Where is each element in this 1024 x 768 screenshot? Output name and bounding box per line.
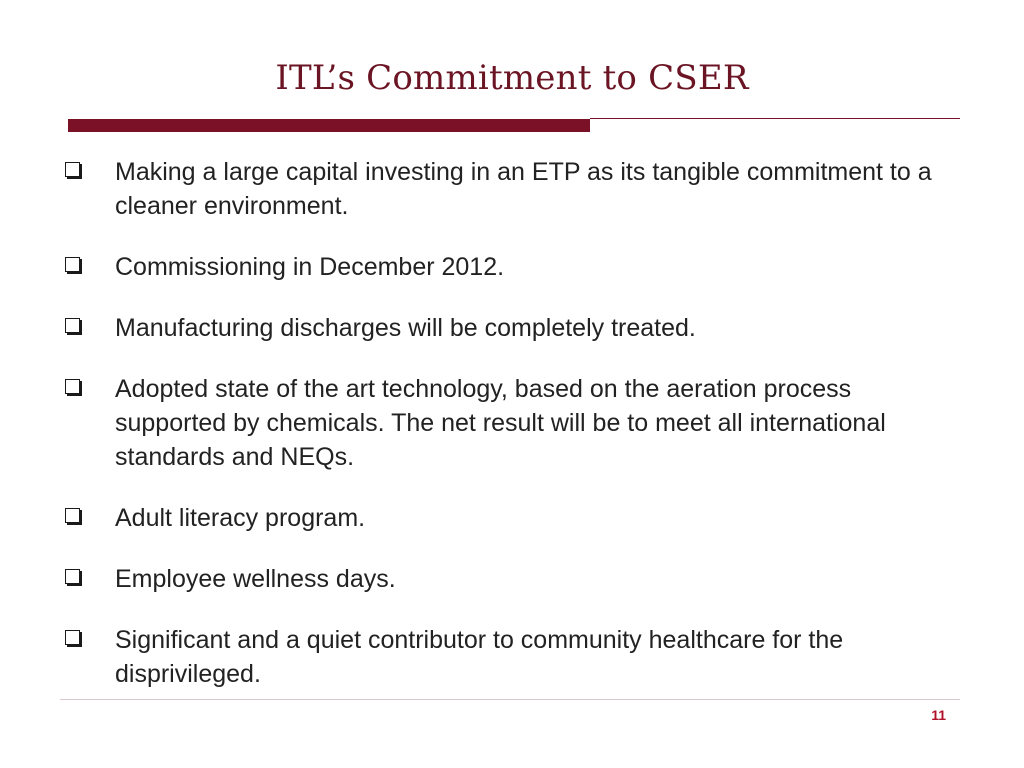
bullet-item: [60, 311, 960, 345]
bullet-text: Manufacturing discharges will be completely treated.: [115, 314, 696, 342]
checkbox-icon: [65, 630, 80, 645]
bullet-text: Commissioning in December 2012.: [115, 253, 505, 281]
slide-title: ITL’s Commitment to CSER: [275, 58, 749, 98]
checkbox-icon: [65, 162, 80, 177]
bullet-item: [60, 250, 960, 284]
checkbox-icon: [65, 508, 80, 523]
bullet-text: Adult literacy program.: [115, 504, 366, 532]
checkbox-icon: [65, 257, 80, 272]
bullet-item: [60, 623, 960, 691]
bullet-item: [60, 562, 960, 596]
checkbox-icon: [65, 569, 80, 584]
page-number: 11: [931, 707, 946, 723]
bullet-item: [60, 155, 960, 223]
bullet-text: Making a large capital investing in an ETP as its tangible commitment to a cleaner environment.: [115, 158, 932, 220]
checkbox-icon: [65, 379, 80, 394]
bullet-list: [60, 155, 960, 718]
bullet-text: Significant and a quiet contributor to community healthcare for the disprivileged.: [115, 626, 844, 688]
footer-divider: [60, 699, 960, 700]
bullet-item: [60, 372, 960, 474]
title-underline-thin: [590, 118, 960, 119]
title-underline-thick: [68, 119, 590, 132]
bullet-text: Employee wellness days.: [115, 565, 396, 593]
bullet-text: Adopted state of the art technology, based on the aeration process supported by chemicals. The net result will be to meet all international standards and NEQs.: [115, 375, 886, 471]
bullet-item: [60, 501, 960, 535]
checkbox-icon: [65, 318, 80, 333]
